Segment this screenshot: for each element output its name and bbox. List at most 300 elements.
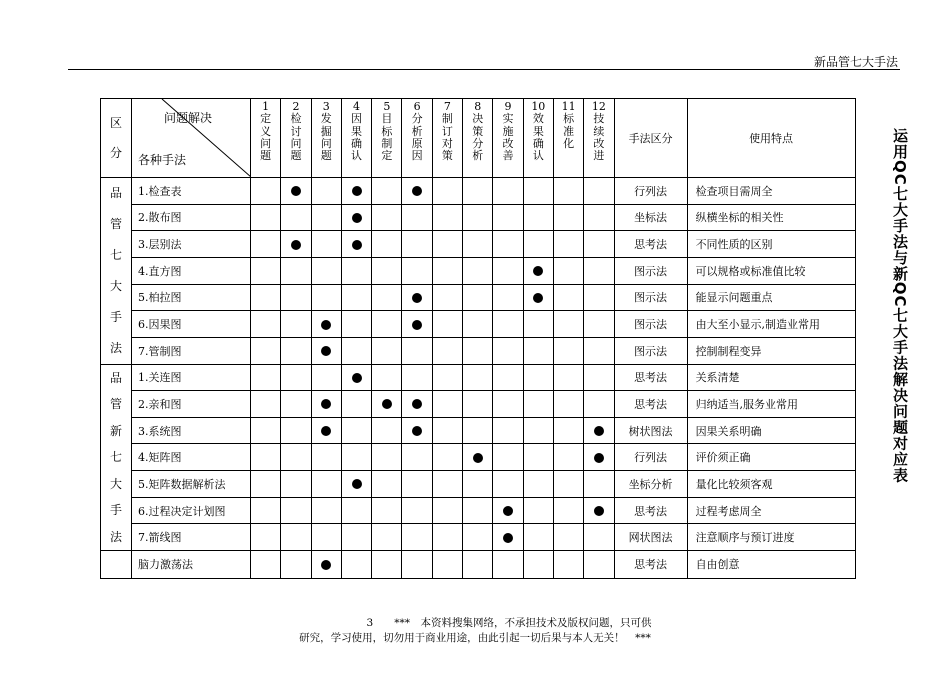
step-label-char: 效 xyxy=(532,112,544,126)
table-row xyxy=(101,178,856,205)
step-cell-3 xyxy=(311,524,341,551)
step-cell-1 xyxy=(251,257,281,284)
applicable-dot-icon xyxy=(291,240,301,250)
applicable-dot-icon xyxy=(291,186,301,196)
step-cell-11 xyxy=(553,204,583,231)
step-label-char: 实 xyxy=(502,112,514,126)
step-cell-11 xyxy=(553,257,583,284)
step-cell-3 xyxy=(311,471,341,498)
step-cell-6 xyxy=(402,497,432,524)
method-name: 3.层别法 xyxy=(132,231,251,258)
step-cell-6 xyxy=(402,444,432,471)
table-row xyxy=(101,417,856,444)
step-cell-9 xyxy=(493,284,523,311)
step-cell-12 xyxy=(584,551,614,579)
step-number: 7 xyxy=(443,100,451,113)
step-cell-6 xyxy=(402,364,432,391)
applicable-dot-icon xyxy=(503,533,513,543)
step-label-char: 发 xyxy=(320,112,332,126)
step-label-char: 问 xyxy=(320,136,332,150)
step-cell-2 xyxy=(281,417,311,444)
group-category-char: 法 xyxy=(109,340,122,355)
step-cell-10 xyxy=(523,231,553,258)
step-label-char: 果 xyxy=(532,124,544,138)
group-category-cell xyxy=(101,364,132,551)
step-cell-8 xyxy=(463,497,493,524)
group-category-char: 品 xyxy=(109,186,122,201)
method-name: 3.系统图 xyxy=(132,417,251,444)
step-cell-6 xyxy=(402,284,432,311)
step-cell-5 xyxy=(372,471,402,498)
method-classification: 思考法 xyxy=(614,231,687,258)
step-cell-5 xyxy=(372,497,402,524)
step-label-char: 确 xyxy=(532,136,544,150)
step-cell-6 xyxy=(402,417,432,444)
method-feature: 控制制程变异 xyxy=(687,337,855,364)
step-number: 8 xyxy=(474,100,482,113)
step-cell-8 xyxy=(463,551,493,579)
step-cell-9 xyxy=(493,231,523,258)
step-cell-7 xyxy=(432,551,462,579)
header-problem-solving: 问题解决 xyxy=(164,111,213,125)
side-title: 运用QC七大手法与新QC七大手法解决问题对应表 xyxy=(891,128,909,484)
method-name: 2.亲和图 xyxy=(132,391,251,418)
method-name: 4.直方图 xyxy=(132,257,251,284)
step-cell-9 xyxy=(493,471,523,498)
step-cell-5 xyxy=(372,444,402,471)
header-methods: 各种手法 xyxy=(138,153,187,167)
step-cell-3 xyxy=(311,284,341,311)
step-label-char: 准 xyxy=(563,124,575,138)
step-cell-4 xyxy=(341,204,371,231)
method-classification: 图示法 xyxy=(614,311,687,338)
step-cell-10 xyxy=(523,497,553,524)
method-classification: 坐标法 xyxy=(614,204,687,231)
step-header-11 xyxy=(553,99,583,178)
step-cell-7 xyxy=(432,444,462,471)
step-cell-8 xyxy=(463,284,493,311)
header-classify: 手法区分 xyxy=(614,99,687,178)
step-cell-7 xyxy=(432,337,462,364)
step-cell-6 xyxy=(402,257,432,284)
step-header-2 xyxy=(281,99,311,178)
step-cell-1 xyxy=(251,417,281,444)
step-cell-11 xyxy=(553,364,583,391)
method-feature: 评价须正确 xyxy=(687,444,855,471)
step-cell-8 xyxy=(463,417,493,444)
step-cell-1 xyxy=(251,231,281,258)
method-name: 脑力激荡法 xyxy=(132,551,251,579)
step-cell-4 xyxy=(341,497,371,524)
step-cell-9 xyxy=(493,337,523,364)
step-label-char: 续 xyxy=(593,124,605,138)
step-cell-9 xyxy=(493,497,523,524)
header-diagonal-cell xyxy=(132,99,251,178)
step-cell-4 xyxy=(341,364,371,391)
step-number: 9 xyxy=(504,100,512,113)
step-cell-6 xyxy=(402,337,432,364)
step-cell-3 xyxy=(311,178,341,205)
method-name: 6.因果图 xyxy=(132,311,251,338)
method-classification: 图示法 xyxy=(614,257,687,284)
table-row xyxy=(101,471,856,498)
step-cell-7 xyxy=(432,231,462,258)
step-cell-3 xyxy=(311,364,341,391)
step-cell-3 xyxy=(311,311,341,338)
applicable-dot-icon xyxy=(594,506,604,516)
qc-correspondence-table xyxy=(100,98,856,579)
method-classification: 思考法 xyxy=(614,497,687,524)
step-cell-4 xyxy=(341,551,371,579)
step-label-char: 策 xyxy=(441,149,453,163)
footer-line-2: 研究，学习使用，切勿用于商业用途，由此引起一切后果与本人无关！ *** xyxy=(299,632,651,644)
step-number: 6 xyxy=(413,100,421,113)
step-cell-11 xyxy=(553,524,583,551)
header-category-char: 区 xyxy=(109,115,122,130)
method-feature: 关系清楚 xyxy=(687,364,855,391)
step-cell-12 xyxy=(584,231,614,258)
step-cell-2 xyxy=(281,337,311,364)
step-cell-10 xyxy=(523,311,553,338)
step-cell-1 xyxy=(251,524,281,551)
step-cell-4 xyxy=(341,178,371,205)
step-cell-10 xyxy=(523,417,553,444)
step-cell-8 xyxy=(463,471,493,498)
step-cell-5 xyxy=(372,391,402,418)
table-row xyxy=(101,311,856,338)
group-category-char: 管 xyxy=(109,217,122,232)
step-label-char: 确 xyxy=(351,136,363,150)
step-label-char: 检 xyxy=(290,112,302,126)
step-cell-5 xyxy=(372,257,402,284)
method-classification: 思考法 xyxy=(614,364,687,391)
method-feature: 不同性质的区别 xyxy=(687,231,855,258)
step-cell-11 xyxy=(553,444,583,471)
step-cell-8 xyxy=(463,311,493,338)
step-cell-2 xyxy=(281,391,311,418)
table-row xyxy=(101,497,856,524)
step-cell-7 xyxy=(432,391,462,418)
step-cell-12 xyxy=(584,311,614,338)
step-cell-6 xyxy=(402,471,432,498)
step-label-char: 问 xyxy=(260,136,272,150)
step-label-char: 题 xyxy=(290,149,302,163)
step-cell-9 xyxy=(493,551,523,579)
step-header-3 xyxy=(311,99,341,178)
step-cell-7 xyxy=(432,257,462,284)
step-cell-9 xyxy=(493,364,523,391)
step-cell-4 xyxy=(341,417,371,444)
step-label-char: 掘 xyxy=(320,124,332,138)
method-name: 7.箭线图 xyxy=(132,524,251,551)
step-cell-12 xyxy=(584,284,614,311)
group-category-char: 手 xyxy=(109,310,122,325)
method-classification: 行列法 xyxy=(614,178,687,205)
step-cell-8 xyxy=(463,231,493,258)
method-name: 5.柏拉图 xyxy=(132,284,251,311)
step-cell-8 xyxy=(463,257,493,284)
step-cell-2 xyxy=(281,204,311,231)
step-header-1 xyxy=(251,99,281,178)
step-number: 2 xyxy=(292,100,300,113)
applicable-dot-icon xyxy=(473,453,483,463)
step-cell-5 xyxy=(372,551,402,579)
step-header-8 xyxy=(463,99,493,178)
step-label-char: 技 xyxy=(593,112,605,126)
table-row xyxy=(101,204,856,231)
step-cell-3 xyxy=(311,204,341,231)
step-label-char: 因 xyxy=(351,112,363,126)
applicable-dot-icon xyxy=(412,426,422,436)
step-cell-2 xyxy=(281,284,311,311)
step-label-char: 订 xyxy=(441,124,453,138)
step-cell-9 xyxy=(493,257,523,284)
step-header-7 xyxy=(432,99,462,178)
method-classification: 图示法 xyxy=(614,284,687,311)
applicable-dot-icon xyxy=(594,426,604,436)
applicable-dot-icon xyxy=(594,453,604,463)
step-cell-2 xyxy=(281,551,311,579)
step-cell-7 xyxy=(432,524,462,551)
method-feature: 因果关系明确 xyxy=(687,417,855,444)
step-cell-2 xyxy=(281,497,311,524)
step-cell-1 xyxy=(251,204,281,231)
step-cell-5 xyxy=(372,524,402,551)
table-header-row xyxy=(101,99,856,178)
step-label-char: 认 xyxy=(532,149,544,163)
applicable-dot-icon xyxy=(321,560,331,570)
step-cell-2 xyxy=(281,444,311,471)
applicable-dot-icon xyxy=(412,293,422,303)
header-features: 使用特点 xyxy=(687,99,855,178)
applicable-dot-icon xyxy=(412,399,422,409)
step-cell-8 xyxy=(463,524,493,551)
step-label-char: 分 xyxy=(411,112,423,126)
step-cell-12 xyxy=(584,204,614,231)
step-cell-4 xyxy=(341,337,371,364)
step-cell-1 xyxy=(251,471,281,498)
step-cell-3 xyxy=(311,337,341,364)
step-cell-9 xyxy=(493,444,523,471)
applicable-dot-icon xyxy=(352,373,362,383)
step-cell-8 xyxy=(463,444,493,471)
step-cell-4 xyxy=(341,257,371,284)
step-label-char: 分 xyxy=(472,136,484,150)
group-category-char: 七 xyxy=(109,450,122,465)
step-cell-12 xyxy=(584,257,614,284)
step-cell-10 xyxy=(523,364,553,391)
table-row xyxy=(101,231,856,258)
step-cell-7 xyxy=(432,497,462,524)
step-cell-12 xyxy=(584,337,614,364)
method-feature: 过程考虑周全 xyxy=(687,497,855,524)
step-cell-1 xyxy=(251,178,281,205)
applicable-dot-icon xyxy=(503,506,513,516)
step-cell-10 xyxy=(523,204,553,231)
step-header-4 xyxy=(341,99,371,178)
step-cell-6 xyxy=(402,178,432,205)
table-row xyxy=(101,524,856,551)
step-cell-11 xyxy=(553,284,583,311)
step-cell-6 xyxy=(402,231,432,258)
step-label-char: 改 xyxy=(502,136,514,150)
step-cell-12 xyxy=(584,444,614,471)
step-cell-2 xyxy=(281,364,311,391)
step-label-char: 对 xyxy=(441,136,453,150)
step-cell-11 xyxy=(553,231,583,258)
step-cell-9 xyxy=(493,178,523,205)
step-cell-5 xyxy=(372,231,402,258)
group-category-cell xyxy=(101,178,132,365)
step-cell-1 xyxy=(251,497,281,524)
step-cell-11 xyxy=(553,417,583,444)
step-cell-7 xyxy=(432,364,462,391)
step-cell-3 xyxy=(311,551,341,579)
step-cell-9 xyxy=(493,417,523,444)
step-cell-5 xyxy=(372,311,402,338)
step-cell-10 xyxy=(523,178,553,205)
step-cell-4 xyxy=(341,311,371,338)
table-row xyxy=(101,257,856,284)
step-cell-1 xyxy=(251,364,281,391)
step-cell-6 xyxy=(402,391,432,418)
step-label-char: 改 xyxy=(593,136,605,150)
step-label-char: 善 xyxy=(502,149,514,163)
step-label-char: 析 xyxy=(472,149,484,163)
step-cell-3 xyxy=(311,231,341,258)
method-feature: 自由创意 xyxy=(687,551,855,579)
method-feature: 检查项目需周全 xyxy=(687,178,855,205)
step-label-char: 策 xyxy=(472,124,484,138)
step-cell-1 xyxy=(251,337,281,364)
group-category-char: 管 xyxy=(109,397,122,412)
step-cell-12 xyxy=(584,524,614,551)
step-cell-1 xyxy=(251,284,281,311)
step-number: 12 xyxy=(591,100,606,113)
step-cell-2 xyxy=(281,257,311,284)
step-label-char: 果 xyxy=(351,124,363,138)
method-classification: 坐标分析 xyxy=(614,471,687,498)
group-category-char: 七 xyxy=(109,248,122,263)
method-name: 6.过程决定计划图 xyxy=(132,497,251,524)
step-cell-8 xyxy=(463,204,493,231)
step-cell-11 xyxy=(553,337,583,364)
step-cell-11 xyxy=(553,551,583,579)
step-label-char: 标 xyxy=(381,124,393,138)
step-cell-5 xyxy=(372,178,402,205)
method-name: 1.关连图 xyxy=(132,364,251,391)
step-label-char: 化 xyxy=(563,136,575,150)
step-label-char: 义 xyxy=(260,124,272,138)
step-cell-7 xyxy=(432,471,462,498)
step-cell-4 xyxy=(341,391,371,418)
step-cell-12 xyxy=(584,497,614,524)
step-number: 11 xyxy=(561,100,576,113)
step-label-char: 析 xyxy=(411,124,423,138)
step-cell-2 xyxy=(281,524,311,551)
header-rule xyxy=(68,69,900,70)
step-number: 3 xyxy=(322,100,330,113)
step-cell-12 xyxy=(584,178,614,205)
step-cell-8 xyxy=(463,178,493,205)
step-label-char: 施 xyxy=(502,124,514,138)
footer-line-1: 3 *** 本资料搜集网络，不承担技术及版权问题，只可供 xyxy=(366,617,652,629)
step-label-char: 讨 xyxy=(290,124,302,138)
step-cell-11 xyxy=(553,391,583,418)
method-feature: 注意顺序与预订进度 xyxy=(687,524,855,551)
step-cell-3 xyxy=(311,417,341,444)
method-classification: 思考法 xyxy=(614,551,687,579)
step-cell-1 xyxy=(251,444,281,471)
step-cell-9 xyxy=(493,311,523,338)
step-label-char: 制 xyxy=(381,136,393,150)
step-cell-7 xyxy=(432,178,462,205)
method-feature: 能显示问题重点 xyxy=(687,284,855,311)
step-cell-5 xyxy=(372,417,402,444)
step-header-9 xyxy=(493,99,523,178)
step-number: 10 xyxy=(531,100,546,113)
applicable-dot-icon xyxy=(352,479,362,489)
method-name: 2.散布图 xyxy=(132,204,251,231)
method-feature: 量化比较须客观 xyxy=(687,471,855,498)
method-classification: 网状图法 xyxy=(614,524,687,551)
step-cell-7 xyxy=(432,417,462,444)
step-label-char: 因 xyxy=(411,149,423,163)
applicable-dot-icon xyxy=(321,320,331,330)
step-number: 5 xyxy=(383,100,391,113)
step-cell-4 xyxy=(341,471,371,498)
step-cell-6 xyxy=(402,311,432,338)
step-cell-10 xyxy=(523,524,553,551)
step-cell-1 xyxy=(251,551,281,579)
step-cell-5 xyxy=(372,284,402,311)
step-cell-10 xyxy=(523,444,553,471)
step-cell-3 xyxy=(311,391,341,418)
method-classification: 行列法 xyxy=(614,444,687,471)
method-name: 7.管制图 xyxy=(132,337,251,364)
header-title: 新品管七大手法 xyxy=(813,55,898,69)
applicable-dot-icon xyxy=(352,213,362,223)
step-cell-6 xyxy=(402,524,432,551)
step-number: 1 xyxy=(262,100,270,113)
step-cell-3 xyxy=(311,257,341,284)
table-row xyxy=(101,551,856,579)
table-row xyxy=(101,364,856,391)
step-cell-5 xyxy=(372,204,402,231)
step-cell-5 xyxy=(372,364,402,391)
step-label-char: 定 xyxy=(381,149,393,163)
group-category-char: 法 xyxy=(109,529,122,544)
step-cell-2 xyxy=(281,178,311,205)
method-feature: 由大至小显示,制造业常用 xyxy=(687,311,855,338)
group-category-cell xyxy=(101,551,132,579)
step-cell-7 xyxy=(432,311,462,338)
step-cell-2 xyxy=(281,471,311,498)
applicable-dot-icon xyxy=(412,186,422,196)
group-category-char: 大 xyxy=(109,279,122,294)
method-feature: 可以规格或标准值比较 xyxy=(687,257,855,284)
step-number: 4 xyxy=(353,100,361,113)
step-cell-4 xyxy=(341,284,371,311)
step-cell-7 xyxy=(432,284,462,311)
step-cell-2 xyxy=(281,231,311,258)
method-feature: 纵横坐标的相关性 xyxy=(687,204,855,231)
applicable-dot-icon xyxy=(533,266,543,276)
step-cell-3 xyxy=(311,497,341,524)
applicable-dot-icon xyxy=(412,320,422,330)
method-feature: 归纳适当,服务业常用 xyxy=(687,391,855,418)
applicable-dot-icon xyxy=(321,426,331,436)
